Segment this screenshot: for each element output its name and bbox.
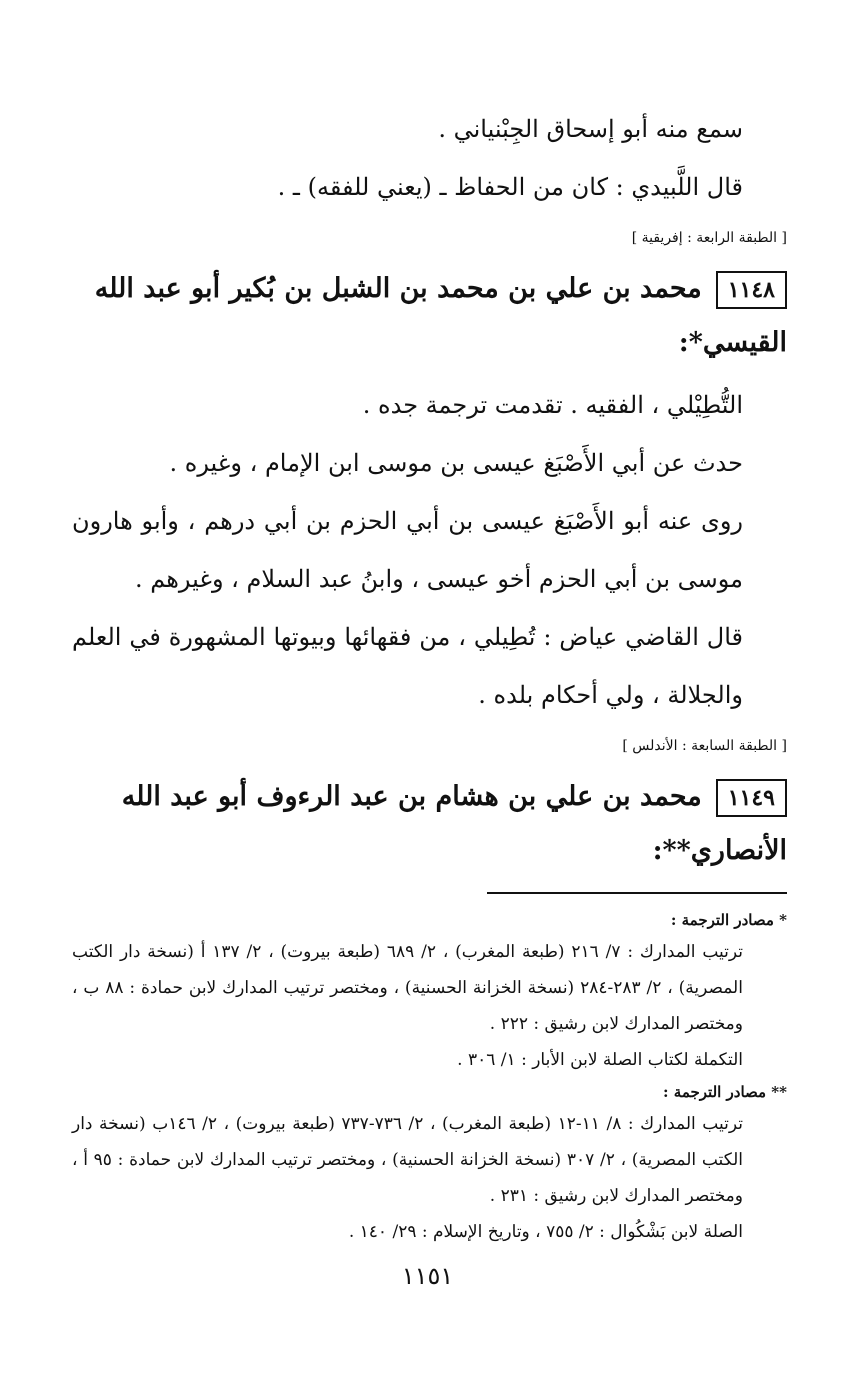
entry-name-1148: محمد بن علي بن محمد بن الشبل بن بُكير أبو عبد الله القيسي*: <box>94 273 787 358</box>
entry-1148-para-2: حدث عن أبي الأَصْبَغ عيسى بن موسى ابن الإمام ، وغيره . <box>169 449 743 477</box>
footnote-2-line-1: ترتيب المدارك : ٨/ ١١-١٢ (طبعة المغرب) ، ٢/ ٧٣٦-٧٣٧ (طبعة بيروت) ، ٢/ ١٤٦ب (نسخة دار الكتب المصرية) ، ٢/ ٣٠٧ (نسخة الخزانة الحسنية) ، ومختصر ترتيب المدارك لابن حمادة : ٩٥ أ ، ومختصر المدارك لابن رشيق : ٢٣١ . <box>72 1114 743 1206</box>
footnote-separator <box>487 892 787 894</box>
entry-1148-para-4: قال القاضي عياض : تُطِيلي ، من فقهائها وبيوتها المشهورة في العلم والجلالة ، ولي أحكام بلده . <box>72 623 743 709</box>
footnote-1-line-2: التكملة لكتاب الصلة لابن الأبار : ١/ ٣٠٦ . <box>457 1050 743 1070</box>
section-label-1148: [ الطبقة الرابعة : إفريقية ] <box>631 230 787 246</box>
footnote-2-title: ** مصادر الترجمة : <box>663 1083 787 1101</box>
intro-line-2: قال اللَّبيدي : كان من الحفاظ ـ (يعني للفقه) ـ . <box>277 173 743 201</box>
entry-1148-para-3: روى عنه أبو الأَصْبَغ عيسى بن أبي الحزم بن أبي درهم ، وأبو هارون موسى بن أبي الحزم أخو عيسى ، وابنُ عبد السلام ، وغيرهم . <box>72 507 743 593</box>
entry-heading-1149 <box>72 770 787 878</box>
section-label-1149: [ الطبقة السابعة : الأندلس ] <box>622 738 787 754</box>
footnote-2-line-2: الصلة لابن بَشْكُوال : ٢/ ٧٥٥ ، وتاريخ الإسلام : ٢٩/ ١٤٠ . <box>348 1222 743 1242</box>
entry-1148-para-1: التُّطِيْلي ، الفقيه . تقدمت ترجمة جده . <box>362 391 743 419</box>
entry-number-1149: ١١٤٩ <box>716 779 787 817</box>
footnote-1-title: * مصادر الترجمة : <box>670 911 787 929</box>
footnote-1-line-1: ترتيب المدارك : ٧/ ٢١٦ (طبعة المغرب) ، ٢/ ٦٨٩ (طبعة بيروت) ، ٢/ ١٣٧ أ (نسخة دار الكتب المصرية) ، ٢/ ٢٨٣-٢٨٤ (نسخة الخزانة الحسنية) ، ومختصر ترتيب المدارك لابن حمادة : ٨٨ ب ، ومختصر المدارك لابن رشيق : ٢٢٢ . <box>72 942 743 1034</box>
page-number: ١١٥١ <box>401 1262 454 1290</box>
entry-name-1149: محمد بن علي بن هشام بن عبد الرءوف أبو عبد الله الأنصاري**: <box>121 781 787 866</box>
intro-line-1: سمع منه أبو إسحاق الجِبْنياني . <box>438 115 743 143</box>
entry-heading-1148 <box>72 262 787 370</box>
entry-number-1148: ١١٤٨ <box>716 271 787 309</box>
